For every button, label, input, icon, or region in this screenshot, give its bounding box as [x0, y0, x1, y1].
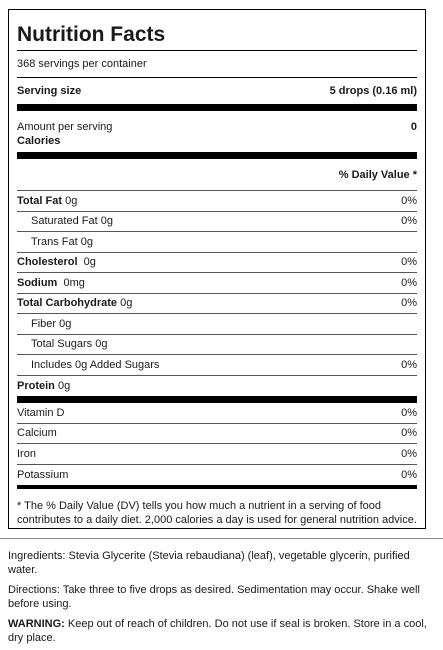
nutrition-facts-panel: [8, 9, 426, 529]
calories-label: Calories: [17, 135, 61, 147]
thick-divider: [17, 152, 417, 159]
directions-text: Directions: Take three to five drops as desired. Sedimentation may occur. Shake well before using.: [8, 584, 420, 610]
nutrient-row-saturated-fat: Saturated Fat 0g 0%: [17, 212, 417, 233]
vitamin-row-iron: Iron 0%: [17, 444, 417, 465]
nutrient-row-total-sugars: Total Sugars 0g: [17, 335, 417, 356]
section-divider: [0, 538, 443, 539]
serving-size-value: 5 drops (0.16 ml): [329, 85, 417, 97]
nutrition-title: Nutrition Facts: [17, 22, 417, 51]
serving-size-label: Serving size: [17, 85, 82, 97]
nutrient-row-cholesterol: Cholesterol 0g 0%: [17, 253, 417, 274]
nutrient-row-total-carbohydrate: Total Carbohydrate 0g 0%: [17, 294, 417, 315]
thick-divider: [17, 104, 417, 111]
daily-value-header: % Daily Value *: [17, 159, 417, 191]
vitamin-row-calcium: Calcium 0%: [17, 424, 417, 445]
nutrient-row-fiber: Fiber 0g: [17, 314, 417, 335]
warning-text: [8, 617, 428, 645]
warning-body: Keep out of reach of children. Do not use if seal is broken. Store in a cool, dry place.: [8, 618, 427, 644]
amount-per-serving: Amount per serving: [17, 121, 113, 133]
thick-divider: [17, 396, 417, 403]
nutrient-row-total-fat: Total Fat 0g 0%: [17, 191, 417, 212]
daily-value-footnote: * The % Daily Value (DV) tells you how much a nutrient in a serving of food contributes to a daily diet. 2,000 calories a day is used for general nutrition advice.: [17, 500, 417, 526]
calories-value: 0: [410, 121, 417, 133]
ingredients-text: Ingredients: Stevia Glycerite (Stevia rebaudiana) (leaf), vegetable glycerin, purified water.: [8, 550, 410, 576]
servings-per-container: 368 servings per container: [17, 51, 417, 78]
calories-block: [17, 111, 417, 152]
vitamin-row-potassium: Potassium 0%: [17, 468, 417, 481]
warning-label: WARNING:: [8, 618, 65, 630]
vitamin-row-vitamin-d: Vitamin D 0%: [17, 403, 417, 424]
nutrient-row-added-sugars: Includes 0g Added Sugars 0%: [17, 355, 417, 376]
serving-size-row: [17, 78, 417, 104]
nutrient-row-trans-fat: Trans Fat 0g: [17, 232, 417, 253]
nutrient-row-sodium: Sodium 0mg 0%: [17, 273, 417, 294]
nutrient-row-protein: Protein 0g: [17, 379, 71, 392]
